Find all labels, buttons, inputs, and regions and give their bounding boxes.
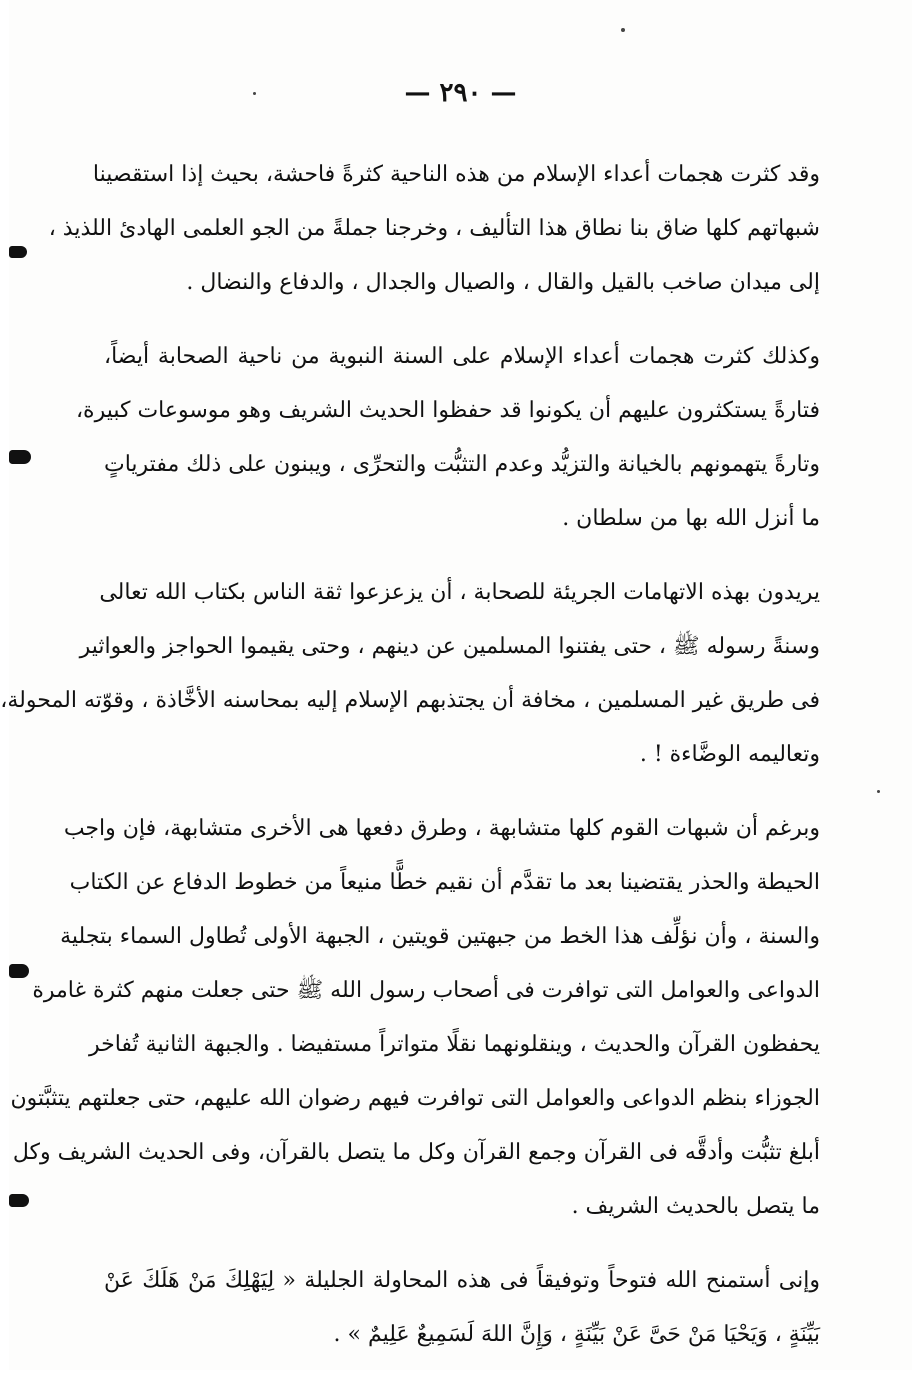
text-line: والسنة ، وأن نؤلِّف هذا الخط من جبهتين قويتين ، الجبهة الأولى تُطاول السماء بتجلية	[60, 924, 820, 949]
paragraph-4	[10, 802, 820, 1234]
text-line: وإنى أستمنح الله فتوحاً وتوفيقاً فى هذه المحاولة الجليلة « لِيَهْلِكَ مَنْ هَلَكَ عَنْ	[104, 1268, 820, 1293]
text-line: وتعاليمه الوضَّاءة ! .	[639, 742, 820, 767]
text-line: شبهاتهم كلها ضاق بنا نطاق هذا التأليف ، وخرجنا جملةً من الجو العلمى الهادئ اللذيذ ،	[48, 216, 820, 241]
text-line: فى طريق غير المسلمين ، مخافة أن يجتذبهم الإسلام إليه بمحاسنه الأخَّاذة ، وقوّته المحولة،	[0, 688, 820, 713]
text-line: يريدون بهذه الاتهامات الجريئة للصحابة ، أن يزعزعوا ثقة الناس بكتاب الله تعالى	[99, 580, 820, 605]
text-line: وقد كثرت هجمات أعداء الإسلام من هذه الناحية كثرةً فاحشة، بحيث إذا استقصينا	[92, 162, 820, 187]
text-line: الحيطة والحذر يقتضينا بعد ما تقدَّم أن نقيم خطًّا منيعاً من خطوط الدفاع عن الكتاب	[69, 870, 820, 895]
scan-speck	[877, 790, 880, 793]
text-line: بَيِّنَةٍ ، وَيَحْيَا مَنْ حَىَّ عَنْ بَيِّنَةٍ ، وَإِنَّ اللهَ لَسَمِيعٌ عَلِيمٌ » .	[333, 1322, 820, 1347]
text-line: أبلغ تثبُّت وأدقَّه فى القرآن وجمع القرآن وكل ما يتصل بالقرآن، وفى الحديث الشريف وكل	[12, 1140, 820, 1165]
text-line: وتارةً يتهمونهم بالخيانة والتزيُّد وعدم التثبُّت والتحرِّى ، ويبنون على ذلك مفترياتٍ	[104, 452, 820, 477]
scan-mark	[9, 1194, 29, 1207]
scan-mark	[9, 246, 27, 258]
text-line: الجوزاء بنظم الدواعى والعوامل التى توافرت فيهم رضوان الله عليهم، حتى جعلتهم يتثبَّتون	[10, 1086, 820, 1111]
text-line: إلى ميدان صاخب بالقيل والقال ، والصيال والجدال ، والدفاع والنضال .	[186, 270, 820, 295]
scan-mark	[9, 450, 31, 464]
body-text	[0, 148, 820, 1382]
text-line: وبرغم أن شبهات القوم كلها متشابهة ، وطرق دفعها هى الأخرى متشابهة، فإن واجب	[63, 816, 820, 841]
scan-speck	[253, 92, 256, 95]
text-line: ما أنزل الله بها من سلطان .	[562, 506, 820, 531]
scan-speck	[621, 28, 625, 32]
text-line: وكذلك كثرت هجمات أعداء الإسلام على السنة النبوية من ناحية الصحابة أيضاً،	[104, 344, 820, 369]
page-number: — ٢٩٠ —	[404, 78, 517, 108]
text-line: وسنةً رسوله ﷺ ، حتى يفتنوا المسلمين عن دينهم ، وحتى يقيموا الحواجز والعواثير	[79, 634, 820, 659]
text-line: فتارةً يستكثرون عليهم أن يكونوا قد حفظوا الحديث الشريف وهو موسوعات كبيرة،	[75, 398, 820, 423]
paragraph-5	[104, 1254, 820, 1362]
paragraph-1	[48, 148, 820, 310]
text-line: الدواعى والعوامل التى توافرت فى أصحاب رسول الله ﷺ حتى جعلت منهم كثرة غامرة	[32, 978, 820, 1003]
text-line: يحفظون القرآن والحديث ، وينقلونهما نقلًا متواتراً مستفيضا . والجبهة الثانية تُفاخر	[88, 1032, 820, 1057]
paragraph-2	[75, 330, 820, 546]
text-line: ما يتصل بالحديث الشريف .	[571, 1194, 820, 1219]
paragraph-3	[0, 566, 820, 782]
scan-mark	[9, 964, 29, 978]
